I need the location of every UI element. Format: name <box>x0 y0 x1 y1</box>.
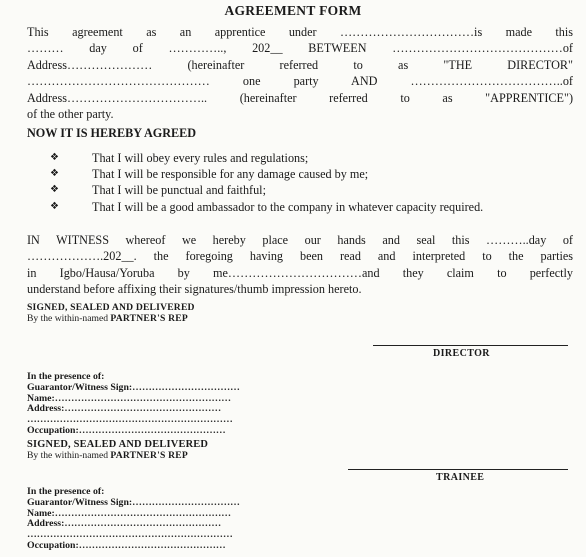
witness-line: understand before affixing their signatures/thumb impression hereto. <box>27 282 362 297</box>
document-title: AGREEMENT FORM <box>224 3 362 18</box>
diamond-bullet-icon: ❖ <box>50 184 59 196</box>
trainee-label: TRAINEE <box>436 472 485 483</box>
diamond-bullet-icon: ❖ <box>50 168 59 180</box>
trainee-signature-line <box>348 469 568 470</box>
director-signature-line <box>373 345 568 346</box>
intro-paragraph <box>27 24 573 122</box>
witness-block-1: In the presence of: Guarantor/Witness Sign:…………………………… Name:……………………………………………… Address:………………………………………… ……………………………………………………… Occupation:……………………………………… <box>27 371 240 436</box>
witness-paragraph <box>27 232 573 298</box>
intro-line: This agreement as an apprentice under ……………………………is made this <box>27 25 573 39</box>
diamond-bullet-icon: ❖ <box>50 200 59 212</box>
within-named-line: By the within-named PARTNER'S REP <box>27 450 188 461</box>
witness-block-2: In the presence of: Guarantor/Witness Sign:…………………………… Name:……………………………………………… Address:………………………………………… ……………………………………………………… Occupation:……………………………………… <box>27 486 240 551</box>
clause-text: That I will be punctual and faithful; <box>92 183 266 198</box>
clause-text: That I will obey every rules and regulations; <box>92 151 309 165</box>
agreed-heading: NOW IT IS HEREBY AGREED <box>27 126 197 140</box>
intro-line: Address………………… (hereinafter referred to as "THE DIRECTOR" <box>27 57 573 72</box>
witness-line: ……………….202__. the foregoing having been read and interpreted to the parties <box>27 249 573 264</box>
clause-list <box>50 150 570 215</box>
within-named-line: By the within-named PARTNER'S REP <box>27 313 188 324</box>
director-signature-block <box>27 302 195 324</box>
intro-line: Address…………………………….. (hereinafter referred to as "APPRENTICE") <box>27 90 573 105</box>
clause-text: That I will be a good ambassador to the company in whatever capacity required. <box>92 199 484 214</box>
clause-text: That I will be responsible for any damage caused by me; <box>92 167 369 182</box>
witness-line: IN WITNESS whereof we hereby place our hands and seal this ………..day of <box>27 233 573 247</box>
director-label: DIRECTOR <box>433 348 490 359</box>
trainee-signature-block <box>27 439 208 461</box>
list-item <box>50 199 570 215</box>
diamond-bullet-icon: ❖ <box>50 152 59 163</box>
list-item <box>50 182 570 198</box>
witness-line: in Igbo/Hausa/Yoruba by me……………………………and they claim to perfectly <box>27 265 573 280</box>
list-item <box>50 166 570 182</box>
list-item <box>50 150 570 166</box>
intro-line: ……………………………………… one party AND ………………………………..of <box>27 74 573 89</box>
signed-sealed-label: SIGNED, SEALED AND DELIVERED <box>27 439 209 450</box>
signed-sealed-label: SIGNED, SEALED AND DELIVERED <box>27 302 195 313</box>
intro-line: of the other party. <box>27 106 114 121</box>
intro-line: ……… day of ………….., 202__ BETWEEN ……………………………………of <box>27 41 573 56</box>
